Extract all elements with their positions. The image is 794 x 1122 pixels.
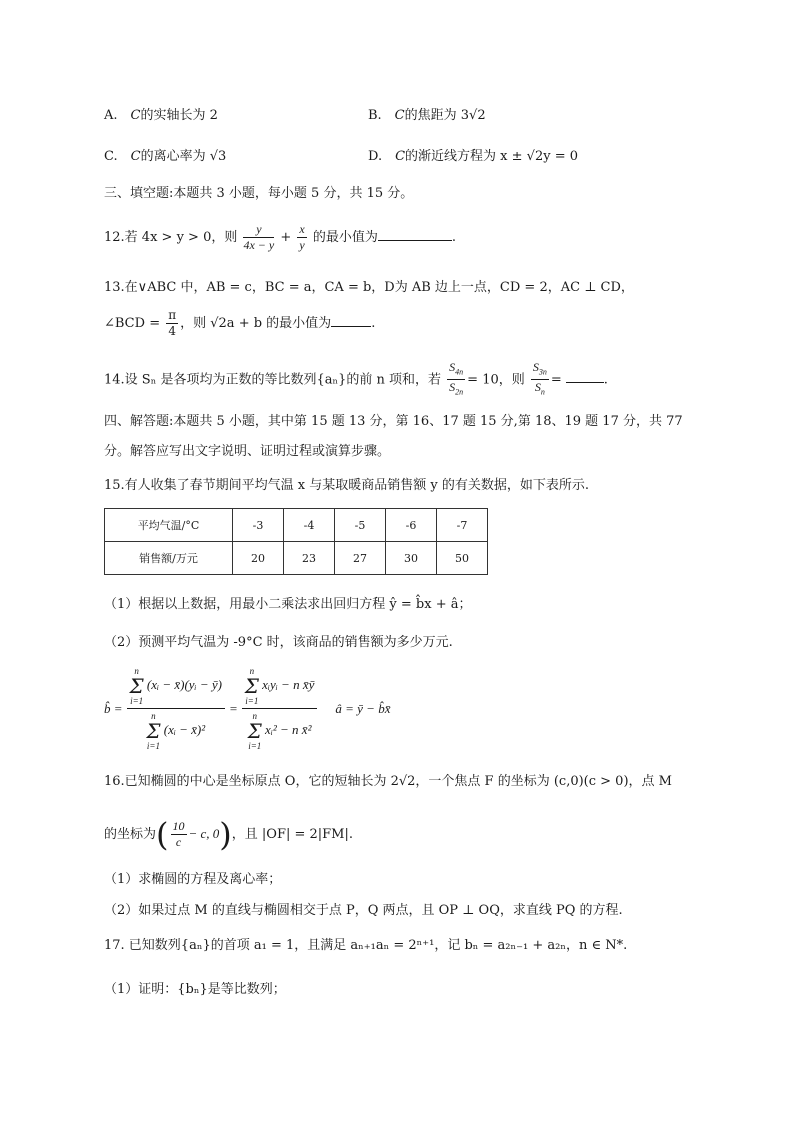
table-cell: -5 <box>335 509 386 542</box>
question-16-line-2: 的坐标为( $\frac{10}{c}$ − c, 0)，且 |OF| = 2|FM|. <box>104 815 354 854</box>
table-row <box>105 542 488 575</box>
q16-condition: ，且 |OF| = 2|FM|. <box>231 827 354 842</box>
q12-prefix: 12.若 4x > y > 0，则 <box>104 230 238 245</box>
q16-fraction: $\frac{10}{c}$ <box>172 819 185 849</box>
option-a: A. 𝐶的实轴长为 2 <box>104 108 218 123</box>
q14-ratio-2: $\frac{S_{3n}}{S_n}$ <box>532 360 547 397</box>
table-cell: 50 <box>437 542 488 575</box>
question-12: 12.若 4x > y > 0，则 $\frac{y}{4x - y}$ + $\frac{x}{y}$ 的最小值为 . <box>104 222 457 252</box>
section-4-heading-line-1: 四、解答题:本题共 5 小题，其中第 15 题 13 分，第 16、17 题 15 分,第 18、19 题 17 分，共 77 <box>104 414 683 429</box>
q14-ratio-1: $\frac{S_{4n}}{S_{2n}}$ <box>449 360 464 397</box>
q13-angle: ∠BCD = <box>104 316 161 331</box>
question-15-part-1: （1）根据以上数据，用最小二乘法求出回归方程 ŷ = b̂x + â； <box>104 597 472 612</box>
question-15-part-2: （2）预测平均气温为 -9°C 时，该商品的销售额为多少万元. <box>104 635 453 650</box>
q14-mid: = 10，则 <box>467 372 525 388</box>
question-13-line-1: 13.在∨ABC 中，AB = c，BC = a，CA = b，D为 AB 边上一点，CD = 2，AC ⊥ CD， <box>104 280 634 295</box>
q14-end: . <box>603 372 608 388</box>
q14-prefix: 14.设 Sₙ 是各项均为正数的等比数列{aₙ}的前 n 项和，若 <box>104 372 442 388</box>
q13-mid: ，则 √2a + b 的最小值为 <box>180 316 332 331</box>
formula-fraction-2: n Σ i=1 xᵢyᵢ − n x̄ȳ n Σ i=1 xᵢ² − n x̄² <box>242 666 318 751</box>
table-cell: -6 <box>386 509 437 542</box>
question-14 <box>104 360 608 400</box>
option-d: D. 𝐶的渐近线方程为 x ± √2y = 0 <box>368 149 578 164</box>
ahat-formula: â = ȳ − b̂x̄ <box>335 700 391 716</box>
table-row-header: 平均气温/°C <box>105 509 233 542</box>
q16-point-m-label: 的坐标为 <box>104 827 157 842</box>
table-cell: 20 <box>233 542 284 575</box>
table-cell: -3 <box>233 509 284 542</box>
bhat-label: b̂ = <box>104 700 123 716</box>
q12-fraction-1: $\frac{y}{4x - y}$ <box>243 222 275 252</box>
q14-equals: = <box>550 372 562 388</box>
regression-formula: b̂ = n Σ i=1 (xᵢ − x̄)(yᵢ − ȳ) n Σ i=1 (xᵢ − x̄)² = n Σ i=1 xᵢyᵢ − n x̄ȳ n Σ i=1 xᵢ² − n x̄² â = ȳ − b̂x̄ <box>104 666 391 751</box>
section-3-heading: 三、填空题:本题共 3 小题，每小题 5 分，共 15 分。 <box>104 186 414 201</box>
q13-end: . <box>371 316 376 331</box>
table-row <box>105 509 488 542</box>
q14-answer-blank <box>566 370 604 383</box>
table-cell: -4 <box>284 509 335 542</box>
table-cell: 27 <box>335 542 386 575</box>
question-16-line-1: 16.已知椭圆的中心是坐标原点 O，它的短轴长为 2√2，一个焦点 F 的坐标为 (c,0)(c > 0)，点 M <box>104 774 672 789</box>
q13-pi-fraction: $\frac{\pi}{4}$ <box>168 308 177 338</box>
question-17-line-1: 17. 已知数列{aₙ}的首项 a₁ = 1，且满足 aₙ₊₁aₙ = 2ⁿ⁺¹，记 bₙ = a₂ₙ₋₁ + a₂ₙ，n ∈ N*. <box>104 938 628 953</box>
question-13-line-2 <box>104 308 375 340</box>
option-c: C. 𝐶的离心率为 √3 <box>104 149 227 164</box>
q12-answer-blank <box>378 228 452 241</box>
q12-suffix: 的最小值为 <box>312 230 378 245</box>
q12-fraction-2: $\frac{x}{y}$ <box>299 222 305 252</box>
table-cell: 30 <box>386 542 437 575</box>
section-4-heading-line-2: 分。解答应写出文字说明、证明过程或演算步骤。 <box>104 444 391 459</box>
table-row-header: 销售额/万元 <box>105 542 233 575</box>
q12-end: . <box>451 230 457 245</box>
table-cell: -7 <box>437 509 488 542</box>
question-16-part-2: （2）如果过点 M 的直线与椭圆相交于点 P，Q 两点，且 OP ⊥ OQ，求直线 PQ 的方程. <box>104 903 623 918</box>
question-15-stem: 15.有人收集了春节期间平均气温 x 与某取暖商品销售额 y 的有关数据，如下表所示. <box>104 478 590 493</box>
q13-answer-blank <box>331 314 371 327</box>
data-table <box>104 508 488 575</box>
option-b: B. 𝐶的焦距为 3√2 <box>368 108 486 123</box>
question-17-part-1: （1）证明：{bₙ}是等比数列； <box>104 982 286 997</box>
table-cell: 23 <box>284 542 335 575</box>
formula-fraction-1: n Σ i=1 (xᵢ − x̄)(yᵢ − ȳ) n Σ i=1 (xᵢ − x̄)² <box>127 666 225 751</box>
q16-coordinate: − c, 0 <box>188 826 220 841</box>
question-16-part-1: （1）求椭圆的方程及离心率； <box>104 872 282 887</box>
